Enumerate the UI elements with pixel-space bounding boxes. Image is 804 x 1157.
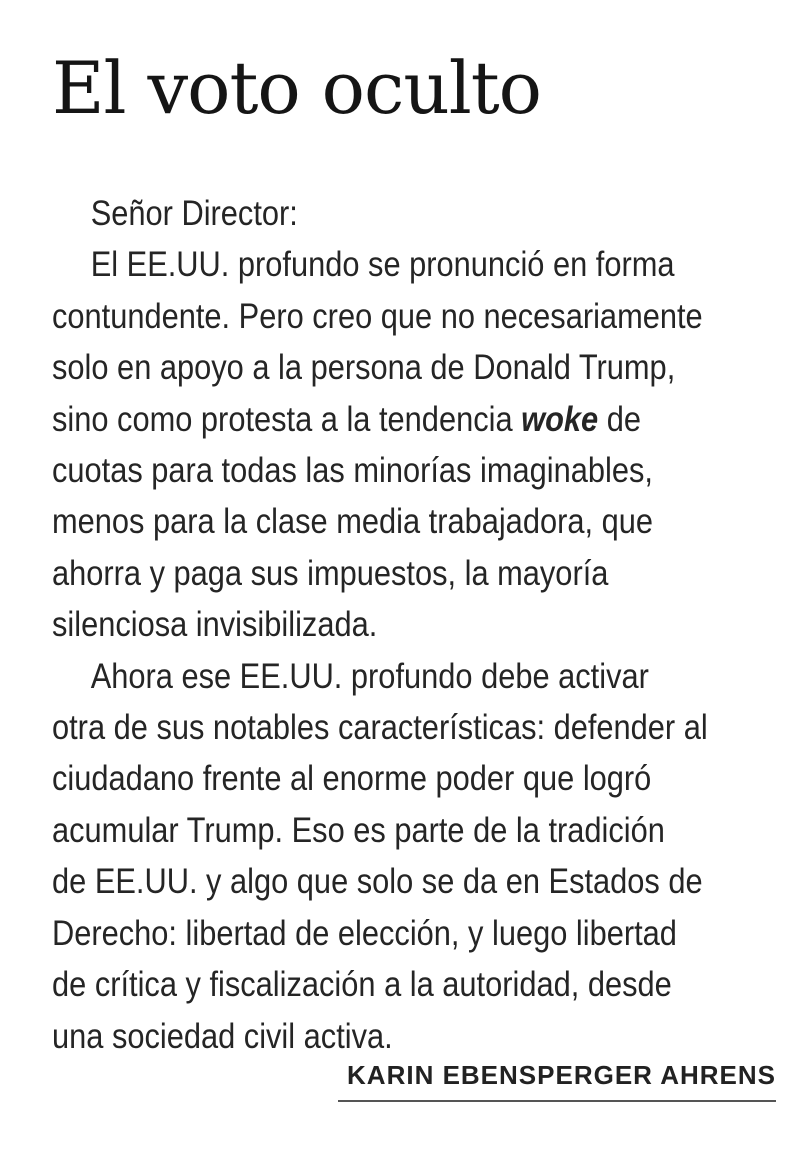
paragraph-1-line-4 — [52, 394, 694, 445]
paragraph-1 — [52, 239, 703, 650]
paragraph-2-line-5: de EE.UU. y algo que solo se da en Estados de — [52, 862, 703, 902]
salutation — [52, 188, 694, 239]
paragraph-2-line-8: una sociedad civil activa. — [52, 1016, 393, 1056]
letter-body — [52, 188, 708, 1062]
salutation-text: Señor Director: — [90, 194, 298, 233]
paragraph-1-line-2: contundente. Pero creo que no necesariamente — [52, 296, 703, 336]
paragraph-1-line-5: cuotas para todas las minorías imaginables, — [52, 451, 653, 491]
paragraph-2-line-7: de crítica y fiscalización a la autoridad, desde — [52, 965, 672, 1005]
paragraph-2-line-2: otra de sus notables características: defender al — [52, 708, 708, 748]
paragraph-2-line-4: acumular Trump. Eso es parte de la tradición — [52, 810, 665, 850]
paragraph-1-line-3: solo en apoyo a la persona de Donald Trump, — [52, 348, 676, 388]
paragraph-2-line-6: Derecho: libertad de elección, y luego libertad — [52, 913, 677, 953]
paragraph-1-line-8: silenciosa invisibilizada. — [52, 605, 378, 645]
paragraph-2-line-1: Ahora ese EE.UU. profundo debe activar — [90, 656, 649, 696]
paragraph-1-line-7: ahorra y paga sus impuestos, la mayoría — [52, 553, 609, 593]
paragraph-2-line-3: ciudadano frente al enorme poder que logró — [52, 759, 652, 799]
paragraph-1-line-4-end: de — [598, 399, 641, 439]
letter-headline: El voto oculto — [52, 46, 542, 130]
signature-underline — [338, 1100, 776, 1102]
author-signature: KARIN EBENSPERGER AHRENS — [347, 1060, 776, 1090]
paragraph-1-line-6: menos para la clase media trabajadora, que — [52, 502, 653, 542]
paragraph-2 — [52, 651, 708, 1062]
paragraph-1-line-1: El EE.UU. profundo se pronunció en forma — [90, 245, 675, 285]
paragraph-1-line-4-start: sino como protesta a la tendencia — [52, 399, 522, 439]
woke-emphasis: woke — [521, 399, 599, 439]
